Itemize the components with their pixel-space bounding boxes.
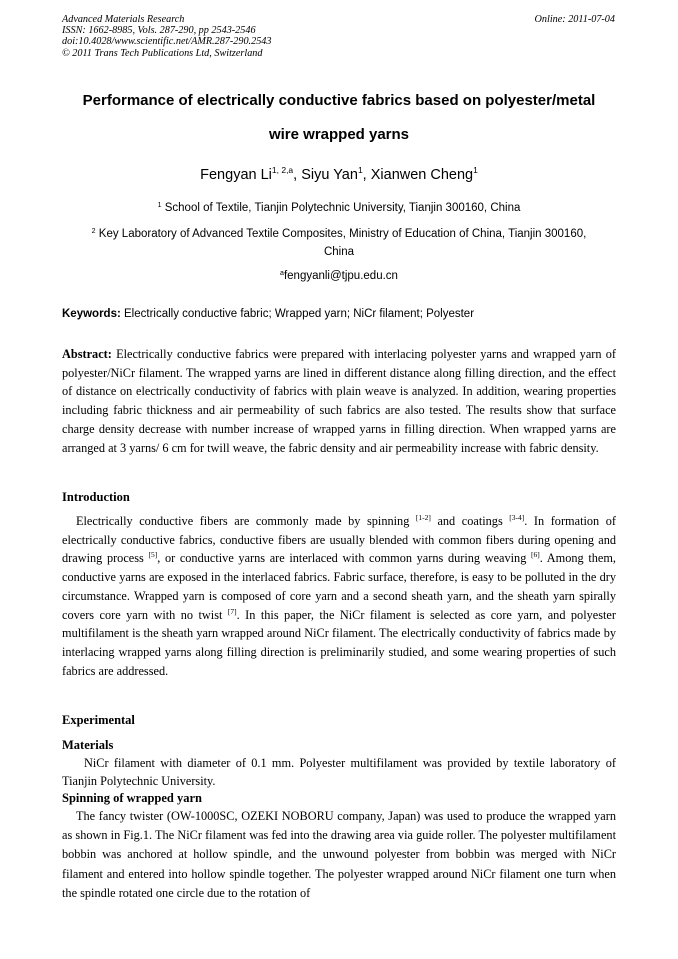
- doi-line: doi:10.4028/www.scientific.net/AMR.287-290.2543: [62, 36, 272, 48]
- abstract: [62, 345, 616, 457]
- author-affiliation-mark: 1: [473, 165, 478, 175]
- section-heading-experimental: Experimental: [62, 713, 135, 727]
- spinning-paragraph: The fancy twister (OW-1000SC, OZEKI NOBORU company, Japan) was used to produce the wrapped yarn as shown in Fig.1. The NiCr filament was fed into the drawing area via guide roller. The polyester multifilament bobbin was anchored at hollow spindle, and the unwound polyester from bobbin was merged with NiCr filament and entered into hollow spindle together. The polyester wrapped around NiCr filament one turn when the spindle rotated one circle due to the rotation of: [62, 809, 616, 900]
- author-name: Siyu Yan: [301, 167, 358, 183]
- online-date: Online: 2011-07-04: [534, 14, 615, 25]
- author-name: Fengyan Li: [200, 167, 272, 183]
- text-run: . In this paper, the NiCr filament is selected as core yarn, and polyester multifilament is the sheath yarn wrapped around NiCr filament. The electrically conductivity of fabrics made by interlacing wrapped yarns along filling direction is preliminarily studied, and some wearing properties of such fabrics are addressed.: [62, 607, 616, 678]
- abstract-text: Electrically conductive fabrics were prepared with interlacing polyester yarns and wrapped yarn of polyester/NiCr filament. The wrapped yarns are lined in different distance along filling direction, and the effect of distance on electrically conductivity of fabrics with plain weave is analyzed. In addition, wearing properties including fabric thickness and air permeability of such fabrics are also tested. The results show that surface charge density decrease with number increase of wrapped yarns in filling direction. When wrapped yarns are arranged at 3 yarns/ 6 cm for twill weave, the fabric density and air permeability increase with fabric density.: [62, 347, 616, 455]
- affiliation-1: [62, 202, 616, 214]
- paper-title-line-1: Performance of electrically conductive fabrics based on polyester/metal: [82, 92, 596, 109]
- citation[interactable]: [6]: [531, 550, 540, 560]
- author-name: Xianwen Cheng: [370, 167, 474, 183]
- section-heading-introduction: Introduction: [62, 490, 130, 504]
- email-mark: a: [280, 270, 284, 277]
- keywords: [62, 308, 474, 320]
- affiliation-2-continued: China: [323, 246, 355, 258]
- text-run: Electrically conductive fibers are commonly made by spinning: [76, 514, 416, 528]
- text-run: . In formation of electrically conductive fabrics, conductive fibers are usually blended with common fibers during opening and drawing process: [62, 514, 616, 566]
- affiliation-2: [62, 228, 616, 240]
- affiliation-text: Key Laboratory of Advanced Textile Composites, Ministry of Education of China, Tianjin 300160,: [98, 228, 587, 240]
- citation[interactable]: [5]: [148, 550, 158, 560]
- author-separator: ,: [362, 167, 371, 183]
- author-list: [50, 167, 628, 183]
- author-affiliation-mark: 1, 2,a: [271, 165, 294, 175]
- abstract-label: Abstract:: [62, 347, 112, 361]
- text-run: , or conductive yarns are interlaced with common yarns during weaving: [157, 551, 531, 566]
- journal-name: Advanced Materials Research: [62, 14, 185, 25]
- author-affiliation-mark: 1: [357, 165, 363, 175]
- email-address[interactable]: fengyanli@tjpu.edu.cn: [283, 270, 398, 282]
- affiliation-mark: 2: [91, 228, 96, 235]
- citation[interactable]: [3-4]: [509, 513, 525, 522]
- keywords-label: Keywords:: [62, 308, 121, 320]
- issn-line: ISSN: 1662-8985, Vols. 287-290, pp 2543-2546: [62, 25, 256, 37]
- paper-title-line-2: wire wrapped yarns: [268, 126, 410, 143]
- text-run: and coatings: [430, 514, 510, 528]
- corresponding-email: [62, 270, 616, 282]
- author-separator: ,: [293, 167, 302, 183]
- introduction-paragraph: [62, 512, 616, 680]
- affiliation-text: School of Textile, Tianjin Polytechnic University, Tianjin 300160, China: [164, 202, 521, 214]
- subsection-heading-spinning: Spinning of wrapped yarn: [62, 791, 202, 805]
- journal-header: [62, 14, 271, 59]
- materials-paragraph: NiCr filament with diameter of 0.1 mm. Polyester multifilament was provided by textile laboratory of Tianjin Polytechnic University.: [62, 756, 616, 788]
- text-run: . Among them, conductive yarns are exposed in the interlaced fabrics. Fabric surface, therefore, is easy to be polluted in the dry circumstance. Wrapped yarn is composed of core yarn and a second sheath yarn, and the sheath yarn spirally covers core yarn with no twist: [62, 551, 616, 622]
- citation[interactable]: [7]: [227, 606, 237, 616]
- affiliation-mark: 1: [157, 202, 162, 209]
- copyright-line: © 2011 Trans Tech Publications Ltd, Switzerland: [62, 47, 263, 59]
- keywords-text: Electrically conductive fabric; Wrapped yarn; NiCr filament; Polyester: [124, 308, 475, 320]
- subsection-heading-materials: Materials: [62, 738, 114, 752]
- citation[interactable]: [1-2]: [415, 513, 431, 522]
